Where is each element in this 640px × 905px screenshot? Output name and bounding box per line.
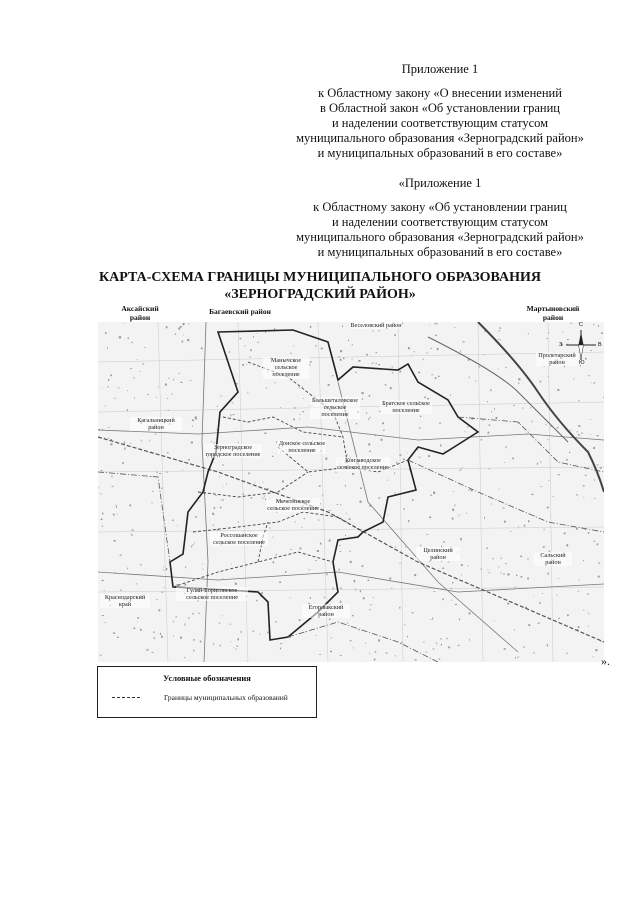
appendix-2-line: к Областному закону «Об установлении границ: [313, 200, 567, 214]
legend-dashed-line-icon: [112, 697, 140, 698]
map-label-veselovsky: Веселовский район: [350, 322, 402, 329]
map-label-rostovskoe: Россошанское сельское поселение: [210, 532, 268, 546]
map-label-tselinsky: Целинский район: [416, 547, 460, 561]
map-label-zernogradskoe: Зерноградское городское поселение: [205, 444, 261, 459]
legend-title: Условные обозначения: [163, 673, 251, 683]
compass-east: В: [598, 342, 602, 348]
map-label-manychskoe: Манычское сельское поселение: [263, 357, 309, 379]
appendix-1-line: и наделении соответствующим статусом: [331, 116, 549, 130]
map-panel: [98, 322, 604, 662]
map-label-egorlyksky: Егорлыкский район: [302, 604, 350, 618]
appendix-1-block: [260, 62, 620, 161]
appendix-2-line: и муниципальных образований в его составе»: [317, 245, 563, 259]
label-bagaevsky: Багаевский район: [209, 307, 271, 316]
map-label-salsky: Сальский район: [534, 552, 572, 566]
compass-south: Ю: [579, 360, 585, 366]
appendix-2-block: [260, 176, 620, 260]
map-label-bolshetalovskoe: Большеталовское сельское поселение: [312, 397, 358, 419]
appendix-1-line: и муниципальных образований в его составе»: [317, 146, 563, 160]
appendix-2-line: и наделении соответствующим статусом: [331, 215, 549, 229]
map-label-konzavodskoe: Конзаводское сельское поселение: [337, 457, 389, 472]
compass-rose-icon: [558, 322, 604, 368]
map-label-bratskoe: Братское сельское поселение: [380, 400, 432, 414]
appendix-2-title: «Приложение 1: [398, 176, 482, 190]
compass-west: З: [559, 342, 563, 348]
map-label-kagalnitsky: Кагальницкий район: [130, 417, 182, 431]
appendix-1-line: к Областному закону «О внесении изменений: [318, 86, 562, 100]
closing-quote-mark: ».: [601, 654, 610, 668]
map-label-guliay-borisovskoe: Гуляй-Борисовское сельское поселение: [176, 587, 248, 601]
map-title-line-2: «ЗЕРНОГРАДСКИЙ РАЙОН»: [224, 287, 416, 302]
compass-north: С: [579, 322, 583, 328]
map-label-proletarsky: Пролетарский район: [536, 352, 578, 366]
map-label-donskoe: Донское сельское поселение: [278, 440, 326, 455]
appendix-2-line: муниципального образования «Зерноградский район»: [296, 230, 584, 244]
appendix-1-line: в Областной закон «Об установлении границ: [319, 101, 560, 115]
map-svg: [98, 322, 604, 662]
legend-item-label: Границы муниципальных образований: [164, 693, 288, 702]
appendix-1-title: Приложение 1: [401, 62, 479, 76]
legend-box: [97, 666, 317, 718]
map-label-krasnodarsky: Краснодарский край: [100, 594, 150, 608]
appendix-1-line: муниципального образования «Зерноградский район»: [296, 131, 584, 145]
label-aksaysky: Аксайский район: [121, 304, 159, 322]
map-label-mechetinskoe: Мечетинское сельское поселение: [267, 498, 319, 513]
map-title-line-1: КАРТА-СХЕМА ГРАНИЦЫ МУНИЦИПАЛЬНОГО ОБРАЗОВАНИЯ: [99, 270, 541, 285]
label-martynovsky: Мартыновский район: [526, 304, 580, 322]
